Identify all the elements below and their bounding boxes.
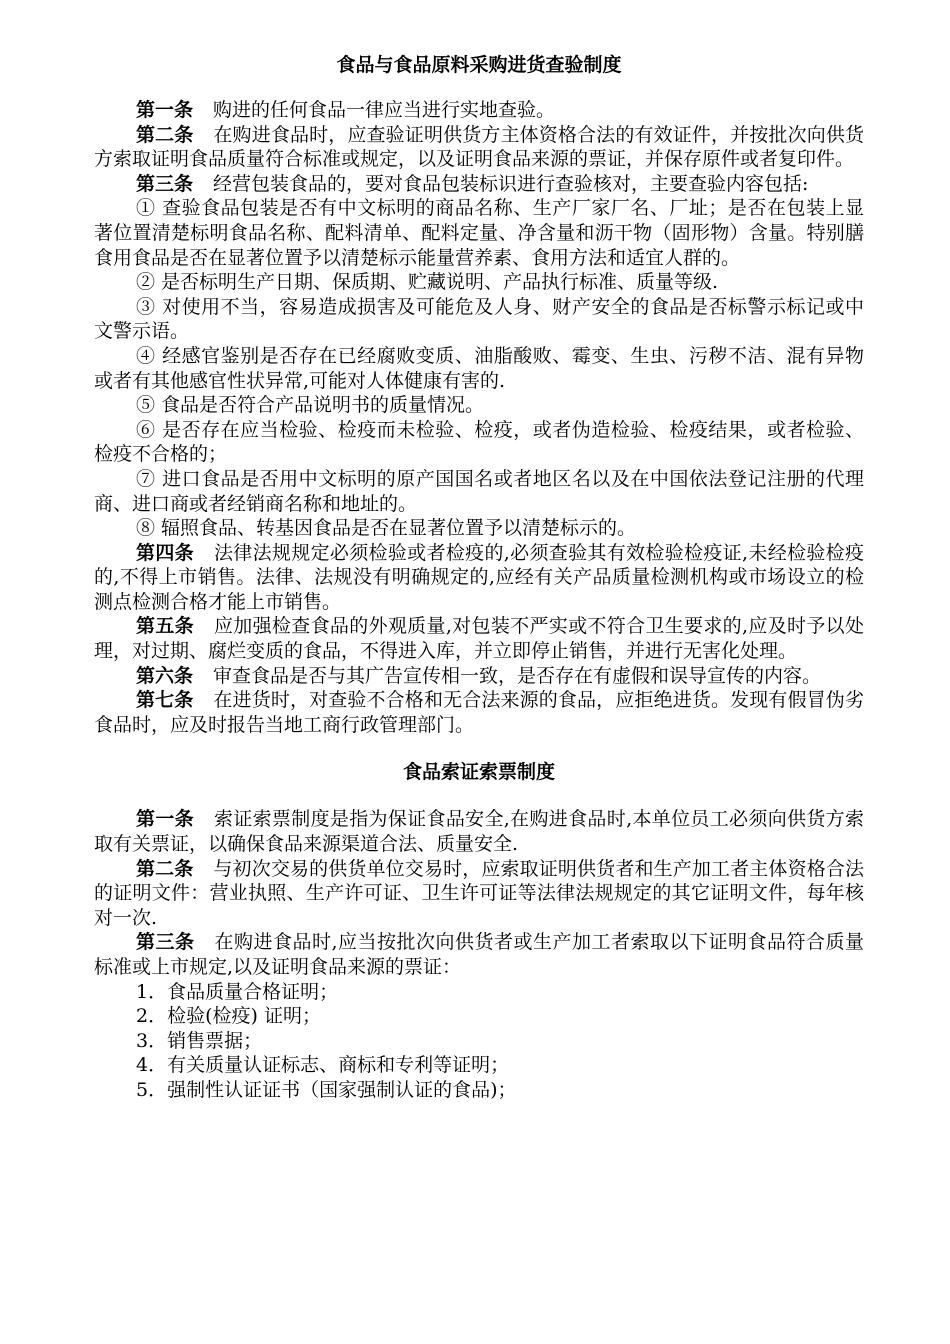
article-paragraph (94, 98, 864, 123)
article-label: 第四条 (136, 541, 194, 564)
article-label: 第一条 (136, 99, 194, 121)
article-text: 应加强检查食品的外观质量,对包装不严实或不符合卫生要求的,应及时予以处理，对过期、腐烂变质的食品，不得进入库，并立即停止销售，并进行无害化处理。 (94, 615, 864, 663)
article-paragraph (94, 807, 864, 856)
article-label: 第三条 (136, 172, 194, 195)
inspection-item: ⑤ 食品是否符合产品说明书的质量情况。 (136, 394, 485, 417)
article-paragraph (94, 857, 864, 931)
article-label: 第六条 (136, 664, 194, 687)
article-text: 在购进食品时,应当按批次向供货者或生产加工者索取以下证明食品符合质量标准或上市规定,以及证明食品来源的票证： (94, 931, 864, 978)
document-page (94, 52, 864, 1103)
article-text: 法律法规规定必须检验或者检疫的,必须查验其有效检验检疫证,未经检验检疫的,不得上市销售。法律、法规没有明确规定的,应经有关产品质量检测机构或市场设立的检测点检测合格才能上市销售。 (94, 541, 864, 613)
article-paragraph (94, 614, 864, 663)
article-text: 与初次交易的供货单位交易时，应索取证明供货者和生产加工者主体资格合法的证明文件：营业执照、生产许可证、卫生许可证等法律法规规定的其它证明文件，每年核对一次. (94, 857, 864, 929)
inspection-item: ③ 对使用不当，容易造成损害及可能危及人身、财产安全的食品是否标警示标记或中文警示语。 (94, 295, 864, 343)
article-label: 第二条 (136, 857, 194, 880)
article-paragraph (94, 123, 864, 172)
inspection-item: ⑦ 进口食品是否用中文标明的原产国国名或者地区名以及在中国依法登记注册的代理商、进口商或者经销商名称和地址的。 (94, 467, 864, 515)
article-label: 第三条 (136, 931, 195, 954)
article-text: 索证索票制度是指为保证食品安全,在购进食品时,本单位员工必须向供货方索取有关票证，以确保食品来源渠道合法、质量安全. (94, 808, 864, 856)
document-list-item: 2．检验(检疫) 证明； (136, 1005, 321, 1028)
article-text: 经营包装食品的，要对食品包装标识进行查验核对，主要查验内容包括: (213, 172, 809, 195)
inspection-item: ② 是否标明生产日期、保质期、贮藏说明、产品执行标准、质量等级. (136, 271, 719, 294)
article-text: 在购进食品时，应查验证明供货方主体资格合法的有效证件，并按批次向供货方索取证明食品质量符合标准或规定，以及证明食品来源的票证，并保存原件或者复印件。 (94, 123, 864, 171)
article-paragraph (94, 664, 864, 689)
document-list-item: 4．有关质量认证标志、商标和专利等证明； (136, 1054, 510, 1077)
article-label: 第二条 (136, 123, 194, 146)
section1-title: 食品与食品原料采购进货查验制度 (336, 54, 622, 76)
inspection-item: ④ 经感官鉴别是否存在已经腐败变质、油脂酸败、霉变、生虫、污秽不洁、混有异物或者有其他感官性状异常,可能对人体健康有害的. (94, 344, 864, 392)
section2-title: 食品索证索票制度 (402, 761, 555, 784)
inspection-item: ① 查验食品包装是否有中文标明的商品名称、生产厂家厂名、厂址；是否在包装上显著位置清楚标明食品名称、配料清单、配料定量、净含量和沥干物（固形物）含量。特别膳食用食品是否在显著位置予以清楚标示能量营养素、食用方法和适宜人群的。 (94, 197, 864, 269)
article-label: 第一条 (136, 808, 194, 831)
inspection-item: ⑧ 辐照食品、转基因食品是否在显著位置予以清楚标示的。 (136, 517, 637, 540)
article-text: 在进货时，对查验不合格和无合法来源的食品，应拒绝进货。发现有假冒伪劣食品时，应及时报告当地工商行政管理部门。 (94, 689, 864, 736)
document-list-item: 3．销售票据； (136, 1029, 263, 1052)
article-paragraph (94, 930, 864, 979)
inspection-item: ⑥ 是否存在应当检验、检疫而未检验、检疫，或者伪造检验、检疫结果，或者检验、检疫不合格的； (94, 418, 864, 466)
article-label: 第五条 (136, 615, 194, 638)
article-text: 购进的任何食品一律应当进行实地查验。 (213, 99, 556, 121)
article-paragraph (94, 688, 864, 737)
article-paragraph (94, 541, 864, 615)
article-paragraph (94, 172, 864, 197)
document-list-item: 5．强制性认证证书（国家强制认证的食品)； (136, 1078, 517, 1101)
document-list-item: 1．食品质量合格证明； (136, 980, 339, 1003)
article-text: 审查食品是否与其广告宣传相一致，是否存在有虚假和误导宣传的内容。 (213, 664, 822, 687)
article-label: 第七条 (136, 689, 194, 712)
